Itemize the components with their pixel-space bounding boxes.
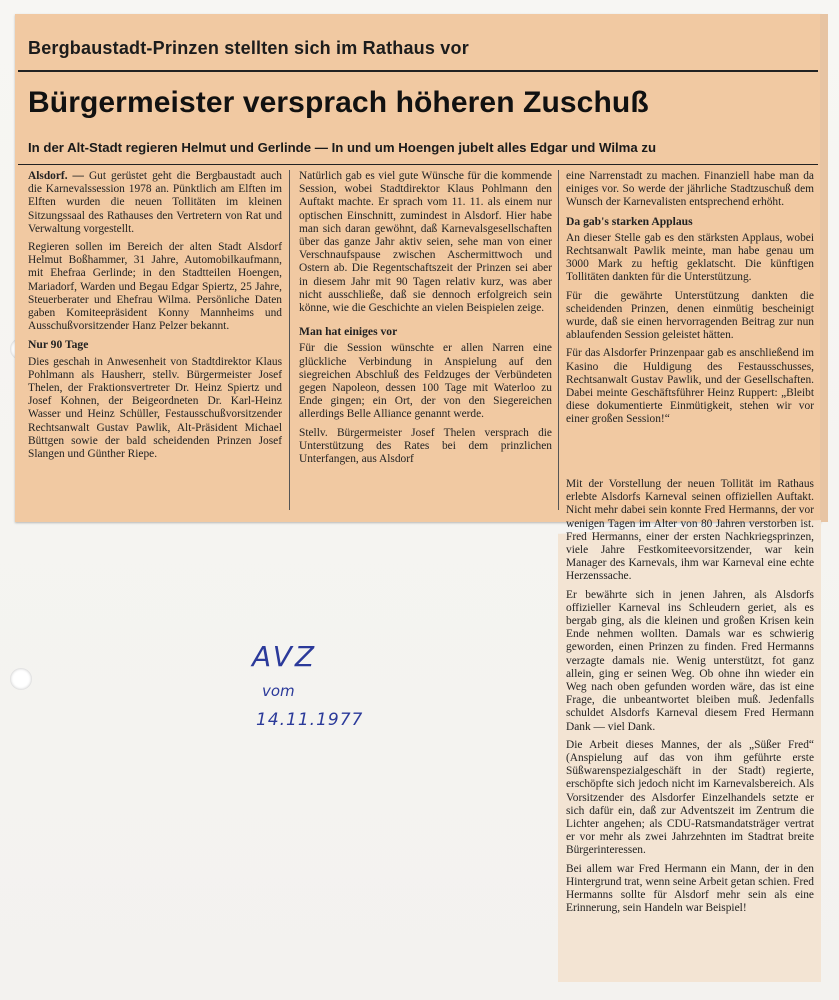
col3-paragraph-1: eine Narrenstadt zu machen. Finanziell habe man da einiges vor. So werde der jährliche Stadtzuschuß dem Wunsch der Karnevalisten entsprechend erhöht.: [566, 170, 814, 209]
col4-paragraph-4: Bei allem war Fred Hermann ein Mann, der in den Hintergrund trat, wenn seine Arbeit getan schien. Fred Hermanns sollte für Alsdorf mehr sein als eine Erinnerung, sein Handeln war Beispiel!: [566, 862, 814, 915]
col2-subheading: Man hat einiges vor: [299, 325, 398, 339]
col3-paragraph-4: Für das Alsdorfer Prinzenpaar gab es anschließend im Kasino die Huldigung des Festausschusses, Rechtsanwalt Gustav Pawlik, und der Gesellschaften. Dabei meinte Geschäftsführer Heinz Ruppert: „Bleibt diese dokumentierte Einmütigkeit, stehen wir vor einer großen Session!“: [566, 347, 814, 426]
rule-under-subheadline: [18, 164, 818, 165]
handwritten-vom: vom: [262, 682, 295, 700]
col3-paragraph-2: An dieser Stelle gab es den stärksten Applaus, wobei Rechtsanwalt Pawlik meinte, man habe genau um 3000 Mark zu heftig geklatscht. Die künftigen Tollitäten dankten für die Unterstützung.: [566, 231, 814, 284]
column-divider-2: [558, 170, 559, 510]
col1-paragraph-1-text: Gut gerüstet geht die Bergbaustadt auch die Karnevalssession 1978 an. Pünktlich am Elften im Elften wurden die neuen Tollitäten im kleinen Sitzungssaal des Rathauses den Vertretern von Rat und Verwaltung vorgestellt.: [28, 170, 283, 235]
article-column-3: [566, 170, 814, 432]
handwritten-source: AVZ: [252, 640, 318, 673]
col4-paragraph-2: Er bewährte sich in jenen Jahren, als Alsdorfs offizieller Karneval ins Schleudern geriet, als es bergab ging, als die kleinen und großen Krisen kein Ende nehmen wollten. Damals war es schwierig geworden, einen Prinzen zu finden. Fred Hermanns verzagte damals nie. Wenig unterstützt, fot ganz allein, ging er seinen Weg. Ob ohne ihn wieder ein Weg nach oben gefunden worden wäre, das ist eine Frage, die unbeantwortet bleiben muß. Jedenfalls schuldet Alsdorfs Karneval diesem Fred Hermann Dank — viel Dank.: [566, 588, 814, 733]
col4-paragraph-3: Die Arbeit dieses Mannes, der als „Süßer Fred“ (Anspielung auf das von ihm geführte erste Süßwarenspezialgeschäft in der Stadt) regierte, erschöpfte sich jedoch nicht im Karnevalsbereich. Als Vorsitzender des Alsdorfer Einzelhandels setzte er sich dafür ein, daß zur Adventszeit im Zentrum die Lichter angehen; als CDU-Ratsmandatsträger vertrat er vor mehr als zwei Jahrzehnten im Stadtrat breite Bürgerinteressen.: [566, 738, 814, 857]
col1-paragraph-2: Regieren sollen im Bereich der alten Stadt Alsdorf Helmut Boßhammer, 31 Jahre, Automobilkaufmann, mit Ehefraa Gerlinde; in den Stadtteilen Hoengen, Mariadorf, Warden und Begau Edgar Spiertz, 25 Jahre, Steuerberater und Ehefrau Wilma. Persönliche Daten gaben Komiteepräsident Konny Mannheims und Ausschußvorsitzender Hanz Pelzer bekannt.: [28, 241, 282, 333]
subheadline: In der Alt-Stadt regieren Helmut und Gerlinde — In und um Hoengen jubelt alles Edgar und Wilma zu: [28, 140, 657, 155]
col2-paragraph-3: Stellv. Bürgermeister Josef Thelen versprach die Unterstützung des Rates bei dem prinzlichen Unterfangen, aus Alsdorf: [299, 426, 552, 466]
col1-paragraph-3: Dies geschah in Anwesenheit von Stadtdirektor Klaus Pohlmann als Hausherr, stellv. Bürgermeister Josef Thelen, der Fraktionsvertreter Dr. Heinz Spiertz und Josef Kohnen, der Beigeordneten Dr. Karl-Heinz Wasser und Heinz Schüller, Festausschußvorsitzender Rechtsanwalt Gustav Pawlik, Alt-Präsident Michael Büttgen sowie der bald scheidenden Prinzen Josef Slangen und Günther Riepe.: [28, 355, 282, 461]
column-divider-1: [289, 170, 290, 510]
col3-subheading: Da gab's starken Applaus: [566, 214, 693, 228]
col2-paragraph-1: Natürlich gab es viel gute Wünsche für die kommende Session, wobei Stadtdirektor Klaus Pohlmann den Auftakt machte. Er sprach vom 11. 11. als einem nur optischen Einschnitt, zumindest in Alsdorf. Hier habe man sich daran gewöhnt, daß Karnevalsgesellschaften über das ganze Jahr aktiv seien, sehe man von einer Verschnaufspause zwischen Aschermittwoch und Ostern ab. Die Regentschaftszeit der Prinzen sei aber in diesem Jahr mit 90 Tagen relativ kurz, was aber nicht ausschließe, daß sie dennoch erfolgreich sein könne, wie die Geschichte an vielen Beispielen zeige.: [299, 170, 552, 315]
rule-under-kicker: [18, 70, 818, 72]
article-column-2: [299, 170, 552, 471]
clipping-edge-strip: [820, 14, 828, 522]
col3-paragraph-3: Für die gewährte Unterstützung dankten die scheidenden Prinzen, denen einmütig bescheinigt wurde, daß sie einen hervorragenden Beitrag zur nun ablaufenden Session geleistet hätten.: [566, 289, 814, 342]
col4-paragraph-1: Mit der Vorstellung der neuen Tollität im Rathaus erlebte Alsdorfs Karneval seinen offiziellen Auftakt. Nicht mehr dabei sein konnte Fred Hermanns, der vor wenigen Tagen im Alter von 80 Jahren verstorben ist. Fred Hermanns, einer der ersten Nachkriegsprinzen, viele Jahre Festkomiteevorsitzender, war kein Manager des Karnevals, ihm war Karneval eine echte Herzenssache.: [566, 478, 814, 583]
headline: Bürgermeister versprach höheren Zuschuß: [28, 86, 649, 119]
kicker-line: Bergbaustadt-Prinzen stellten sich im Rathaus vor: [28, 38, 469, 58]
punch-hole-bottom: [10, 668, 32, 690]
handwritten-date: 14.11.1977: [256, 710, 364, 730]
col1-subheading: Nur 90 Tage: [28, 338, 89, 352]
col1-paragraph-1: [28, 170, 282, 236]
article-column-1: [28, 170, 282, 466]
article-column-4: [566, 478, 814, 921]
col2-paragraph-2: Für die Session wünschte er allen Narren eine glückliche Verbindung in Anspielung auf den siegreichen Abschluß des Feldzuges der Verbündeten gegen Napoleon, dessen 100 Tage mit Waterloo zu Ende gingen; ein Ort, der von den Siegereichen allerdings Belle Alliance genannt werde.: [299, 342, 552, 421]
col1-dateline: Alsdorf. —: [28, 170, 84, 182]
